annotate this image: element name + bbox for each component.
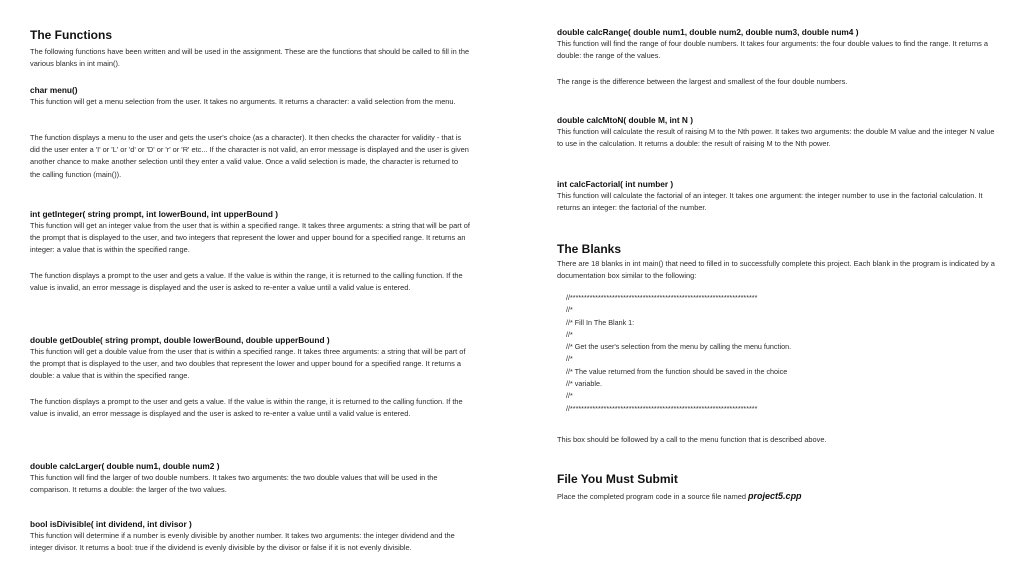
- calclarger-function: [30, 460, 470, 496]
- blanks-heading: The Blanks: [557, 242, 622, 256]
- getdouble-signature: double getDouble( string prompt, double lowerBound, double upperBound ): [30, 335, 330, 345]
- code-line: //*: [566, 354, 573, 364]
- menu-description: This function will get a menu selection from the user. It takes no arguments. It returns a character: a valid selection from the menu.: [30, 97, 456, 106]
- getinteger-signature: int getInteger( string prompt, int lowerBound, int upperBound ): [30, 209, 278, 219]
- calcrange-function: [557, 26, 997, 62]
- calcfactorial-description: This function will calculate the factorial of an integer. It takes one argument: the integer number to use in the factorial calculation. It returns an integer: the factorial of the number.: [557, 191, 983, 213]
- blanks-intro: There are 18 blanks in int main() that need to filled in to successfully complete this project. Each blank in the program is indicated by a documentation box similar to the following:: [557, 259, 995, 281]
- menu-detail: The function displays a menu to the user and gets the user's choice (as a character). It then checks the character for validity - that is did the user enter a 'I' or 'L' or 'd' or 'D' or 'r' or 'R' etc... If the character is not valid, an error message is displayed and the user is given another chance to make another selection until they enter a valid value. Once a valid selection is made, the character is returned to the calling function (main()).: [30, 133, 469, 179]
- code-line: //*: [566, 391, 573, 401]
- menu-detail-block: [30, 132, 470, 181]
- getinteger-detail: The function displays a prompt to the user and gets a value. If the value is within the range, it is returned to the calling function. If the value is invalid, an error message is displayed and the user is asked to re-enter a value until a valid value is entered.: [30, 271, 463, 293]
- submit-section: [557, 472, 997, 503]
- getinteger-description: This function will get an integer value from the user that is within a specified range. It takes three arguments: a string that will be part of the prompt that is displayed to the user, and two integers that represent the lower and upper bound for a specified range. It returns an integer: a value that is within the specified range.: [30, 221, 470, 255]
- isdivisible-description: This function will determine if a number is evenly divisible by another number. It takes two arguments: the integer dividend and the integer divisor. It returns a bool: true if the dividend is evenly divisible by the divisor or false if it is not evenly divisible.: [30, 531, 455, 553]
- submit-paragraph: [557, 490, 997, 503]
- left-page: [0, 0, 500, 580]
- functions-section: [30, 28, 470, 70]
- functions-intro: The following functions have been written and will be used in the assignment. These are the functions that should be called to fill in the various blanks in int main().: [30, 47, 470, 69]
- calcrange-description: This function will find the range of four double numbers. It takes four arguments: the four double values to find the range. It returns a double: the range of the values.: [557, 39, 988, 61]
- submit-text: Place the completed program code in a source file named: [557, 492, 746, 501]
- code-line: //*******************************************************************: [566, 403, 758, 413]
- isdivisible-signature: bool isDivisible( int dividend, int divisor ): [30, 519, 192, 529]
- calclarger-signature: double calcLarger( double num1, double num2 ): [30, 461, 220, 471]
- calcfactorial-function: [557, 178, 997, 214]
- code-line: //* Get the user's selection from the menu by calling the menu function.: [566, 342, 792, 352]
- getinteger-function: [30, 208, 470, 257]
- getdouble-detail-block: [30, 396, 470, 420]
- submit-filename: project5.cpp: [748, 491, 802, 501]
- calcmton-signature: double calcMtoN( double M, int N ): [557, 115, 693, 125]
- getdouble-function: [30, 334, 470, 383]
- calcfactorial-signature: int calcFactorial( int number ): [557, 179, 674, 189]
- calcmton-function: [557, 114, 997, 150]
- code-line: //*: [566, 305, 573, 315]
- isdivisible-function: [30, 518, 470, 554]
- getinteger-detail-block: [30, 270, 470, 294]
- calcrange-signature: double calcRange( double num1, double num2, double num3, double num4 ): [557, 27, 859, 37]
- getdouble-description: This function will get a double value from the user that is within a specified range. It takes three arguments: a string that will be part of the prompt that is displayed to the user, and two doubles that represent the lower and upper bound for a specified range. It returns a double: a value that is within the specified range.: [30, 347, 466, 381]
- getdouble-detail: The function displays a prompt to the user and gets a value. If the value is within the range, it is returned to the calling function. If the value is invalid, an error message is displayed and the user is asked to re-enter a value until a valid value is entered.: [30, 397, 463, 419]
- menu-signature: char menu(): [30, 85, 78, 95]
- blanks-section: [557, 242, 997, 282]
- submit-heading: File You Must Submit: [557, 472, 678, 486]
- code-line: //* variable.: [566, 379, 602, 389]
- code-line: //*: [566, 329, 573, 339]
- documentation-box-example: [566, 292, 986, 415]
- code-line: //* Fill In The Blank 1:: [566, 317, 635, 327]
- calcrange-detail-block: [557, 76, 997, 88]
- calclarger-description: This function will find the larger of two double numbers. It takes two arguments: the two double values that will be used in the comparison. It returns a double: the larger of the two values.: [30, 473, 438, 495]
- code-line: //*******************************************************************: [566, 293, 758, 302]
- box-followup-block: [557, 434, 997, 446]
- calcmton-description: This function will calculate the result of raising M to the Nth power. It takes two arguments: the double M value and the integer N value to use in the calculation. It returns a double: the result of raising M to the Nth power.: [557, 127, 995, 149]
- code-line: //* The value returned from the function should be saved in the choice: [566, 366, 788, 376]
- box-followup: This box should be followed by a call to the menu function that is described above.: [557, 435, 827, 444]
- functions-heading: The Functions: [30, 28, 112, 42]
- right-page: [524, 0, 1024, 580]
- calcrange-detail: The range is the difference between the largest and smallest of the four double numbers.: [557, 77, 848, 86]
- menu-function: [30, 84, 470, 108]
